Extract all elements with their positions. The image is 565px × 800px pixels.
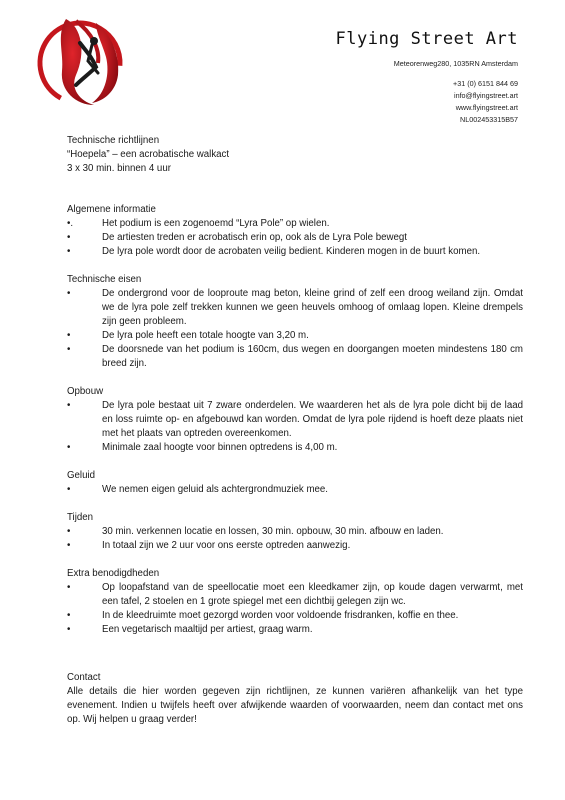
section-geluid — [67, 469, 523, 497]
list-item: • Op loopafstand van de speellocatie moet een kleedkamer zijn, op koude dagen verwarmt, met een tafel, 2 stoelen en 1 grote spiegel met een dichtbij gelegen zijn wc. — [67, 582, 523, 607]
section-title: Extra benodigdheden — [67, 568, 160, 579]
section-contact — [67, 671, 523, 727]
bullet-icon: • — [67, 610, 71, 621]
document-body — [67, 134, 523, 727]
bullet-icon: • — [67, 400, 71, 411]
list-item: •. Het podium is een zogenoemd “Lyra Pole” op wielen. — [67, 218, 330, 229]
company-vat: NL002453315B57 — [460, 115, 518, 124]
company-name: Flying Street Art — [335, 29, 518, 49]
list-item: • De doorsnede van het podium is 160cm, dus wegen en doorgangen moeten mindestens 180 cm breed zijn. — [67, 344, 523, 369]
list-item: • In de kleedruimte moet gezorgd worden voor voldoende frisdranken, koffie en thee. — [67, 610, 459, 621]
list-item: • De lyra pole heeft een totale hoogte van 3,20 m. — [67, 330, 309, 341]
section-extra-benodigdheden — [67, 567, 523, 637]
bullet-icon: • — [67, 582, 71, 593]
list-item: • 30 min. verkennen locatie en lossen, 30 min. opbouw, 30 min. afbouw en laden. — [67, 526, 444, 537]
list-item: • De artiesten treden er acrobatisch erin op, ook als de Lyra Pole bewegt — [67, 232, 407, 243]
section-title: Tijden — [67, 512, 94, 523]
bullet-icon: • — [67, 344, 71, 355]
bullet-icon: • — [67, 624, 71, 635]
list-item: • De ondergrond voor de looproute mag beton, kleine grind of zelf een droog weiland zijn. Omdat we de lyra pole zelf trekken kunnen we geen heuvels omhoog of omlaag lopen. Kleine drempels zijn geen probleem. — [67, 288, 523, 327]
company-address: Meteorenweg280, 1035RN Amsterdam — [393, 59, 518, 68]
bullet-icon: • — [67, 246, 71, 257]
company-website[interactable]: www.flyingstreet.art — [455, 103, 518, 112]
intro-block — [67, 134, 523, 176]
aerial-acrobat-logo-icon — [36, 13, 132, 109]
section-title: Algemene informatie — [67, 204, 156, 215]
section-opbouw — [67, 385, 523, 455]
list-item: • De lyra pole wordt door de acrobaten veilig bedient. Kinderen mogen in de buurt komen. — [67, 246, 481, 257]
bullet-icon: • — [67, 484, 71, 495]
bullet-icon: • — [67, 540, 71, 551]
company-email[interactable]: info@flyingstreet.art — [453, 91, 518, 100]
section-tijden — [67, 511, 523, 553]
bullet-icon: •. — [67, 218, 74, 229]
section-title: Opbouw — [67, 386, 104, 397]
section-title: Technische eisen — [67, 274, 142, 285]
bullet-icon: • — [67, 288, 71, 299]
bullet-icon: • — [67, 526, 71, 537]
section-algemene-informatie — [67, 203, 523, 259]
section-title: Contact — [67, 672, 101, 683]
performance-schedule: 3 x 30 min. binnen 4 uur — [67, 163, 171, 174]
section-title: Geluid — [67, 470, 96, 481]
list-item: • We nemen eigen geluid als achtergrondmuziek mee. — [67, 484, 328, 495]
contact-text: Alle details die hier worden gegeven zijn richtlijnen, ze kunnen variëren afhankelijk van het type evenement. Indien u twijfels heeft over afwijkende waarden of voorwaarden, neem dan contact met ons op. Wij helpen u graag verder! — [67, 686, 523, 725]
document-title: Technische richtlijnen — [67, 135, 160, 146]
list-item: • Een vegetarisch maaltijd per artiest, graag warm. — [67, 624, 313, 635]
company-header — [336, 29, 519, 126]
bullet-icon: • — [67, 330, 71, 341]
list-item: • In totaal zijn we 2 uur voor ons eerste optreden aanwezig. — [67, 540, 351, 551]
bullet-icon: • — [67, 232, 71, 243]
act-name: “Hoepela” – een acrobatische walkact — [67, 149, 230, 160]
list-item: • De lyra pole bestaat uit 7 zware onderdelen. We waarderen het als de lyra pole dicht bij de laad en loss ruimte op- en afgebouwd kan worden. Omdat de lyra pole rijdend is hoeft deze plaats niet met het plaats van optreden overeenkomen. — [67, 400, 523, 439]
company-phone: +31 (0) 6151 844 69 — [453, 79, 518, 88]
section-technische-eisen — [67, 273, 523, 371]
list-item: • Minimale zaal hoogte voor binnen optredens is 4,00 m. — [67, 442, 338, 453]
bullet-icon: • — [67, 442, 71, 453]
